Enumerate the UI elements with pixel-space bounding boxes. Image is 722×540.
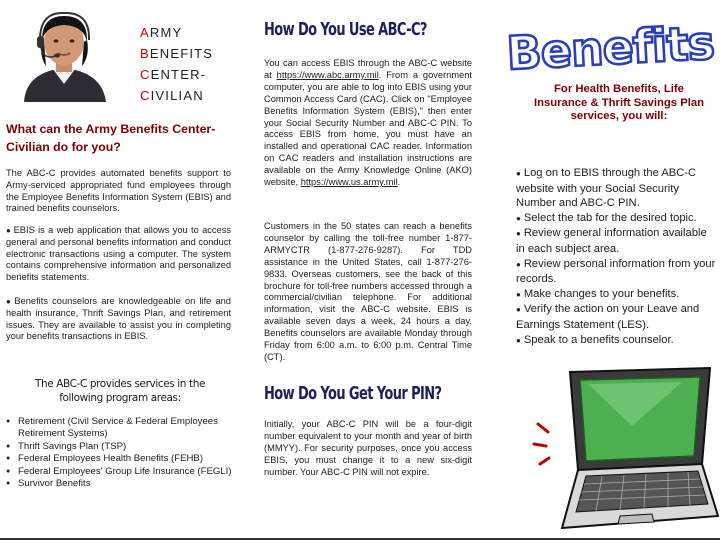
intro-paragraph: The ABC-C provides automated benefits support to Army-serviced appropriated fund employees through the Employee Benefits Information System (EBIS) and trained benefits counselors. bbox=[6, 168, 231, 214]
list-item: ● Log on to EBIS through the ABC-C website with your Social Security Number and ABC-C PIN. bbox=[516, 167, 697, 210]
page-title bbox=[140, 22, 213, 106]
abc-website-link[interactable]: https://www.abc.army.mil bbox=[276, 69, 379, 80]
bullet-icon: ● bbox=[6, 297, 13, 306]
question-heading: What can the Army Benefits Center-Civilian do for you? bbox=[6, 122, 216, 154]
title-line-benefits: BENEFITS bbox=[140, 46, 214, 61]
counselors-paragraph: ● Benefits counselors are knowledgeable on life and health insurance, Thrift Savings Plan, and retirement issues. They are available to assist you in completing your benefits transactions in EBIS. bbox=[6, 296, 231, 342]
steps-list bbox=[516, 166, 716, 348]
list-item: ● Speak to a benefits counselor. bbox=[516, 333, 674, 346]
bullet-icon: ● bbox=[516, 229, 521, 239]
services-list bbox=[6, 416, 236, 490]
right-panel bbox=[482, 0, 720, 540]
middle-panel bbox=[250, 0, 472, 540]
how-pin-heading: How Do You Get Your PIN? bbox=[264, 384, 442, 405]
left-panel bbox=[0, 0, 240, 540]
services-heading: The ABC-C provides services in the following program areas: bbox=[34, 378, 206, 404]
bullet-icon: ● bbox=[516, 213, 521, 223]
services-intro-heading: For Health Benefits, Life Insurance & Thrift Savings Plan services, you will: bbox=[533, 83, 705, 123]
access-paragraph: You can access EBIS through the ABC-C website at https://www.abc.army.mil. From a government computer, you are able to log into EBIS using your Common Access Card (CAC). Click on "Employee Benefits Information System (EBIS)," then enter your Social Security Number and ABC-C PIN. To access EBIS from home, you must have an installed and operational CAC reader. Information on CAC readers and installation instructions are available on the Army Knowledge Online (AKO) website, https://www.us.army.mil. bbox=[264, 58, 472, 188]
list-item: ● Survivor Benefits bbox=[6, 478, 236, 490]
list-item: ● Review general information available in each subject area. bbox=[516, 227, 707, 255]
list-item: ● Select the tab for the desired topic. bbox=[516, 211, 697, 224]
list-item: ● Retirement (Civil Service & Federal Employees Retirement Systems) bbox=[6, 416, 236, 441]
headset-agent-photo bbox=[6, 10, 124, 102]
bullet-icon: ● bbox=[516, 259, 521, 269]
list-item: ● Federal Employees Health Benefits (FEHB) bbox=[6, 453, 236, 465]
laptop-icon bbox=[532, 366, 722, 534]
ebis-paragraph: ● EBIS is a web application that allows you to access general and personal benefits information and conduct electronic transactions using a computer. The system contains comprehensive information and personalized benefits statements. bbox=[6, 225, 232, 283]
list-item: ● Review personal information from your records. bbox=[516, 257, 716, 286]
bullet-icon: ● bbox=[516, 305, 521, 315]
list-item: ● Thrift Savings Plan (TSP) bbox=[6, 441, 236, 453]
list-item: ● Make changes to your benefits. bbox=[516, 287, 680, 300]
title-line-center: CENTER- bbox=[140, 67, 207, 82]
ako-website-link[interactable]: https://www.us.army.mil bbox=[300, 177, 398, 188]
how-use-heading: How Do You Use ABC-C? bbox=[264, 20, 427, 41]
bullet-icon: ● bbox=[516, 289, 521, 299]
svg-text:Benefits: Benefits bbox=[505, 15, 716, 81]
list-item: ● Verify the action on your Leave and Earnings Statement (LES). bbox=[516, 303, 700, 331]
pin-paragraph: Initially, your ABC-C PIN will be a four-digit number equivalent to your month and year of birth (MMYY). For security purposes, once you access EBIS, you must change it to a new six-digit number. Your ABC-C PIN will not expire. bbox=[264, 419, 472, 477]
title-line-civilian: CIVILIAN bbox=[140, 88, 204, 103]
bullet-icon: ● bbox=[6, 226, 12, 235]
contact-paragraph: Customers in the 50 states can reach a benefits counselor by calling the toll-free number 1-877-ARMYCTR (1-877-276-9287). For TDD assistance in the United States, call 1-877-276-9833. Overseas customers, see the back of this brochure for toll-free numbers accessed through a commercial/civilian telephone. For additional information, visit the ABC-C website. EBIS is available seven days a week, 24 hours a day. Benefits counselors are available Monday through Friday from 6:00 a.m. to 6:00 p.m. Central Time (CT). bbox=[264, 221, 472, 362]
bullet-icon: ● bbox=[516, 169, 521, 178]
list-item: ● Federal Employees' Group Life Insurance (FEGLI) bbox=[6, 466, 236, 478]
bullet-icon: ● bbox=[516, 335, 521, 345]
title-line-army: ARMY bbox=[140, 25, 183, 40]
benefits-wordart bbox=[505, 14, 716, 81]
